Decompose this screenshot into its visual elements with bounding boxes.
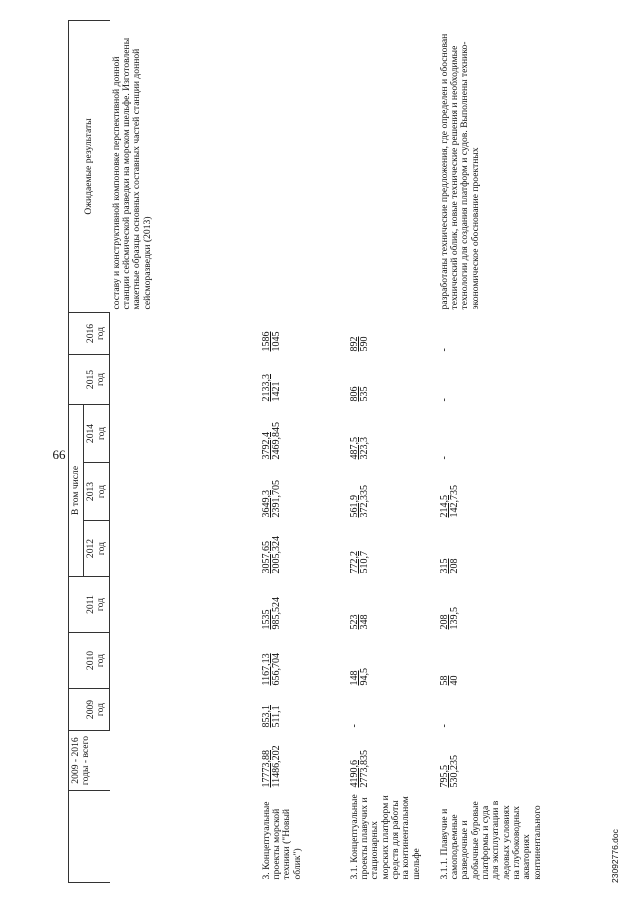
year-header-2013: 2013 год bbox=[84, 463, 110, 521]
cell-2009: - bbox=[438, 724, 450, 728]
in-that-number-header: В том числе bbox=[69, 404, 84, 576]
header-spacer bbox=[69, 354, 84, 404]
cell-2016: 892 590 bbox=[348, 336, 371, 352]
cell-2016: - bbox=[438, 348, 450, 352]
cell-2013: 561,9 372,335 bbox=[348, 485, 371, 518]
cell-2011: 208 139,5 bbox=[438, 607, 461, 630]
header-spacer bbox=[69, 577, 84, 633]
year-header-2009: 2009 год bbox=[84, 689, 110, 731]
cell-2012: 772,2 510,7 bbox=[348, 551, 371, 574]
header-spacer bbox=[69, 633, 84, 689]
row-total bbox=[110, 731, 260, 791]
cell-2014: 3792,4 2469,845 bbox=[260, 422, 283, 460]
row-name: 3.1.1. Плавучие и самоподъемные разведочные и добычные буровые платформы и суда для эксплуатации в ледовых условиях на глубоководных акваториях континентального bbox=[438, 800, 543, 880]
cell-2009: 853,1 511,1 bbox=[260, 705, 283, 728]
header-spacer bbox=[69, 689, 84, 731]
cell-2012: 3057,65 2005,324 bbox=[260, 536, 283, 574]
cell-2013: 3649,3 2391,705 bbox=[260, 480, 283, 518]
year-header-2015: 2015 год bbox=[84, 354, 110, 404]
row-expected-result: разработаны технические предложения, где определен и обоснован технический облик, новые технические решения и необходимые технологии для создания платформ и судов. Выполнены технико-экономическое обоснование проектных bbox=[438, 33, 481, 310]
row-total: 4190,6 2773,835 bbox=[348, 750, 371, 788]
expected-results-header: Ожидаемые результаты bbox=[69, 20, 110, 312]
row-total: 795,5 530,235 bbox=[438, 755, 461, 788]
program-funding-table bbox=[68, 20, 588, 883]
table-row bbox=[348, 20, 438, 882]
cell-2010: 148 94,5 bbox=[348, 668, 371, 686]
row-name: 3. Концептуальные проекты морской техники ("Новый облик") bbox=[260, 801, 303, 880]
total-header: 2009 - 2016 годы - всего bbox=[69, 731, 110, 791]
header-spacer bbox=[69, 312, 84, 354]
cell-2014: - bbox=[438, 456, 450, 460]
year-header-2010: 2010 год bbox=[84, 633, 110, 689]
cell-2011: 523 348 bbox=[348, 614, 371, 630]
row-expected-result bbox=[260, 20, 348, 312]
table-row bbox=[110, 20, 260, 882]
cell-2009: - bbox=[348, 724, 360, 728]
cell-2010: 58 40 bbox=[438, 675, 461, 686]
year-header-2012: 2012 год bbox=[84, 521, 110, 577]
year-header-2016: 2016 год bbox=[84, 312, 110, 354]
year-header-2014: 2014 год bbox=[84, 404, 110, 462]
row-expected-result: составу и конструктивной компоновке перспективной донной станции сейсмической разведки на морском шельфе. Изготовлены макетные образцы основных составных частей станции донной сейсморазведки (2013) bbox=[110, 37, 153, 310]
name-header bbox=[69, 791, 110, 883]
cell-2015: 806 535 bbox=[348, 386, 371, 402]
row-name bbox=[110, 791, 260, 883]
row-total: 17773,88 11486,202 bbox=[260, 745, 283, 788]
row-name: 3.1. Концептуальные проекты плавучих и стационарных морских платформ и средств для работы на континентальном шельфе bbox=[348, 794, 422, 880]
cell-2012: 315 208 bbox=[438, 558, 461, 574]
document-footer: 23092776.doc bbox=[610, 829, 620, 883]
table-row bbox=[260, 20, 348, 882]
cell-2015: 2133,3 1421 bbox=[260, 373, 283, 402]
cell-2014: 487,5 323,3 bbox=[348, 437, 371, 460]
cell-2016: 1586 1045 bbox=[260, 331, 283, 352]
cell-2015: - bbox=[438, 398, 450, 402]
cell-2013: 214,5 142,735 bbox=[438, 485, 461, 518]
cell-2010: 1167,13 656,704 bbox=[260, 653, 283, 686]
row-expected-result bbox=[348, 20, 438, 312]
year-header-2011: 2011 год bbox=[84, 577, 110, 633]
page-number: 66 bbox=[52, 447, 66, 462]
cell-2011: 1535 985,524 bbox=[260, 597, 283, 630]
table-row bbox=[438, 20, 588, 882]
